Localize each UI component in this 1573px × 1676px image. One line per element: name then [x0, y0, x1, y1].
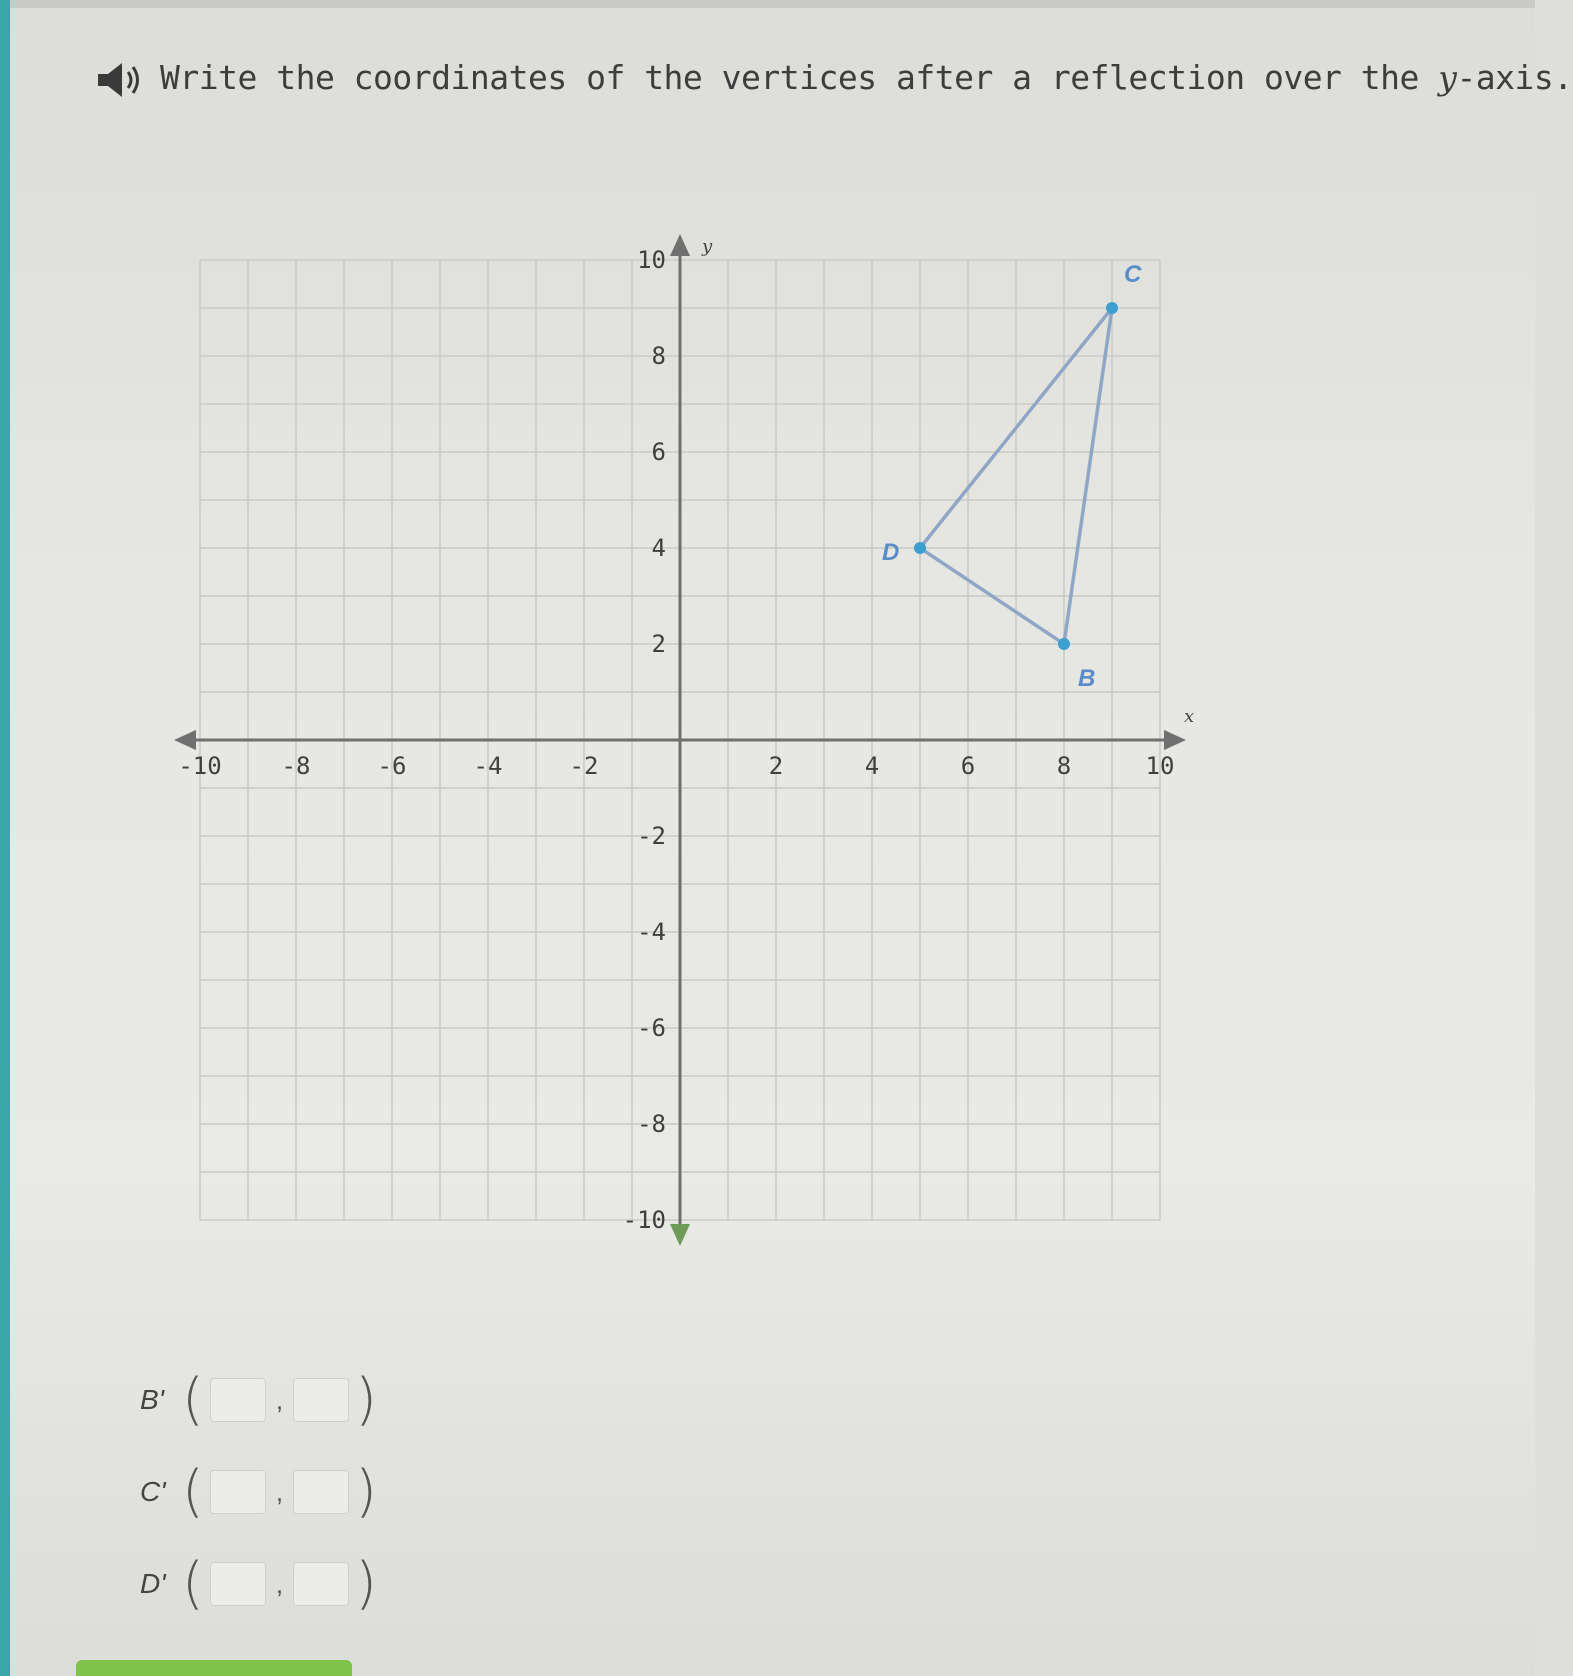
vertex-label-d: D — [882, 539, 900, 566]
c-prime-x-input[interactable] — [210, 1470, 266, 1514]
x-tick-label: 8 — [1056, 752, 1072, 780]
top-border — [0, 0, 1535, 8]
vertex-c — [1106, 302, 1118, 314]
b-prime-x-input[interactable] — [210, 1378, 266, 1422]
question-text: Write the coordinates of the vertices after a reflection over the — [160, 58, 1439, 97]
y-tick-label: 4 — [651, 534, 666, 562]
y-tick-label: -2 — [637, 822, 666, 850]
close-paren: ) — [355, 1367, 377, 1432]
answer-label-c: C' — [140, 1476, 166, 1507]
y-axis-label: y — [702, 236, 713, 257]
open-paren: ( — [182, 1367, 204, 1432]
check-answer-button[interactable] — [76, 1660, 352, 1676]
answer-section — [140, 1367, 377, 1646]
comma: , — [275, 1384, 284, 1415]
c-prime-y-input[interactable] — [293, 1470, 349, 1514]
d-prime-y-input[interactable] — [293, 1562, 349, 1606]
x-tick-label: -4 — [473, 752, 503, 780]
y-tick-label: 6 — [651, 438, 666, 466]
x-tick-label: 6 — [960, 752, 976, 780]
comma: , — [275, 1568, 284, 1599]
open-paren: ( — [182, 1459, 204, 1524]
vertex-b — [1058, 638, 1070, 650]
x-axis-arrow-left — [174, 730, 196, 750]
close-paren: ) — [355, 1459, 377, 1524]
close-paren: ) — [355, 1551, 377, 1616]
y-tick-label: -4 — [637, 918, 666, 946]
vertex-label-c: C — [1124, 261, 1142, 288]
y-axis-arrow-down — [670, 1224, 690, 1246]
x-tick-label: -2 — [569, 752, 599, 780]
comma: , — [275, 1476, 284, 1507]
answer-label-b: B' — [140, 1384, 165, 1415]
x-tick-label: -8 — [281, 752, 311, 780]
b-prime-y-input[interactable] — [293, 1378, 349, 1422]
open-paren: ( — [182, 1551, 204, 1616]
x-tick-label: -6 — [377, 752, 407, 780]
x-tick-label: 4 — [864, 752, 880, 780]
x-axis-arrow-right — [1164, 730, 1186, 750]
left-border — [0, 0, 10, 1676]
y-tick-label: -6 — [637, 1014, 666, 1042]
y-tick-label: 8 — [651, 342, 666, 370]
answer-row-d — [140, 1551, 377, 1616]
answer-label-d: D' — [140, 1568, 166, 1599]
x-tick-label: -10 — [178, 752, 222, 780]
vertex-label-b: B — [1078, 665, 1096, 692]
coordinate-plane-svg[interactable] — [140, 180, 1220, 1300]
vertex-d — [914, 542, 926, 554]
y-axis-arrow-up — [670, 234, 690, 256]
question-variable: y — [1438, 58, 1457, 97]
y-tick-label: 10 — [637, 246, 666, 274]
answer-row-c — [140, 1459, 377, 1524]
y-tick-label: -8 — [637, 1110, 666, 1138]
question-prompt — [160, 58, 1573, 97]
x-tick-label: 10 — [1145, 752, 1175, 780]
x-tick-label: 2 — [768, 752, 784, 780]
question-text-end: -axis. — [1456, 58, 1573, 97]
y-tick-label: 2 — [651, 630, 666, 658]
answer-row-b — [140, 1367, 377, 1432]
speaker-icon[interactable] — [96, 60, 146, 100]
x-axis-label: x — [1184, 706, 1195, 727]
d-prime-x-input[interactable] — [210, 1562, 266, 1606]
coordinate-plane[interactable] — [140, 180, 1220, 1305]
y-tick-label: -10 — [622, 1206, 666, 1234]
